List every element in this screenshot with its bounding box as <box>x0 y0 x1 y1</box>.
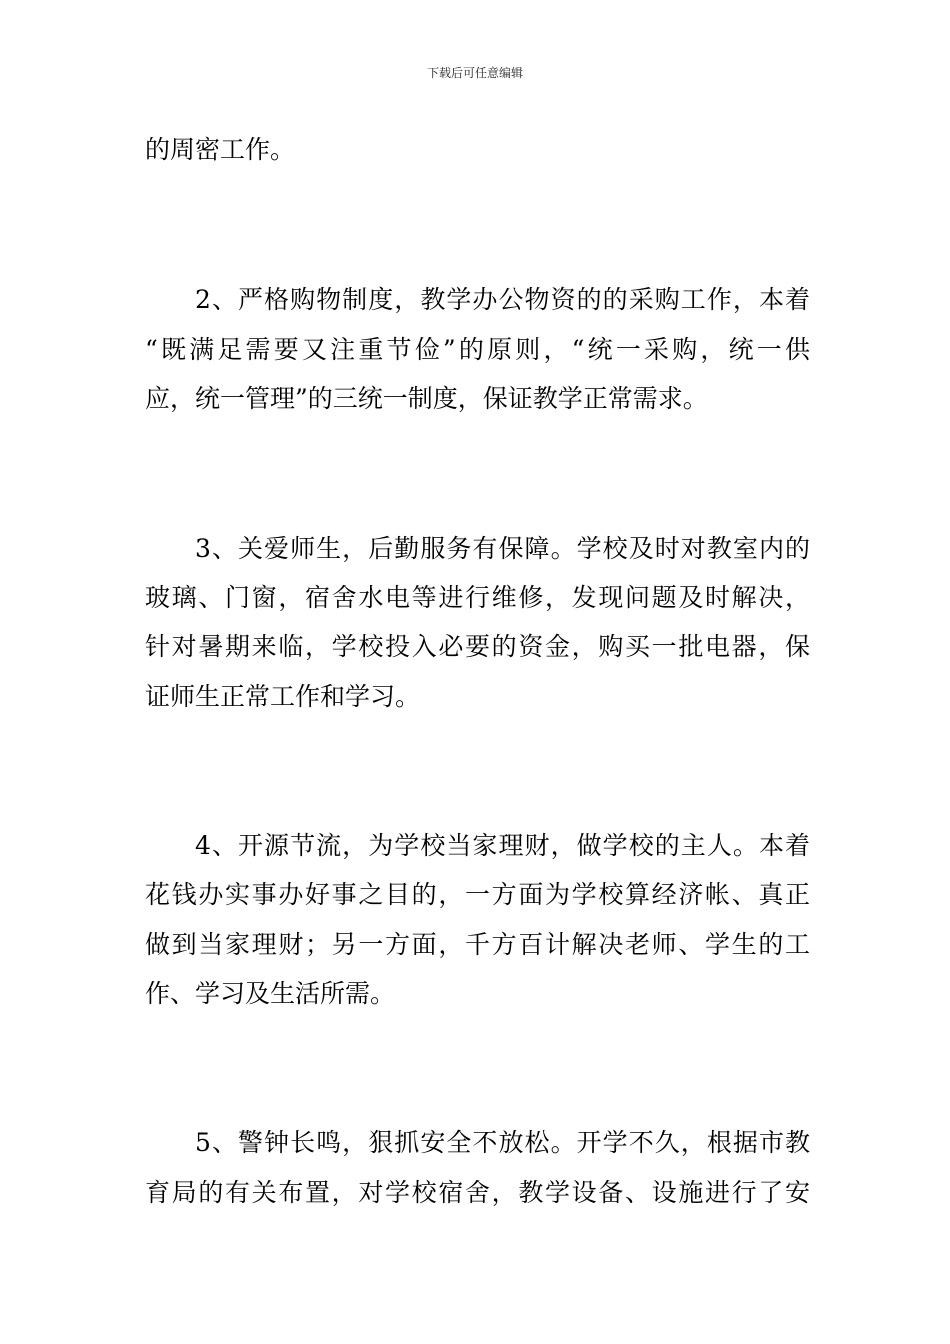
paragraph-3-line-4: 证师生正常工作和学习。 <box>145 682 421 711</box>
page-header: 下载后可任意编辑 <box>426 66 523 80</box>
paragraph-2-line-2: “既满足需要又注重节俭”的原则，“统一采购，统一供 <box>145 335 810 364</box>
paragraph-1-line-1: 的周密工作。 <box>145 135 296 164</box>
paragraph-4-line-4: 作、学习及生活所需。 <box>145 979 396 1008</box>
paragraph-3-line-3: 针对暑期来临，学校投入必要的资金，购买一批电器，保 <box>145 632 810 661</box>
paragraph-3-line-1: 3、关爱师生，后勤服务有保障。学校及时对教室内的 <box>195 534 810 563</box>
paragraph-2-line-3: 应，统一管理”的三统一制度，保证教学正常需求。 <box>145 384 708 413</box>
paragraph-4-line-2: 花钱办实事办好事之目的，一方面为学校算经济帐、真正 <box>145 880 810 909</box>
paragraph-4-line-3: 做到当家理财；另一方面，千方百计解决老师、学生的工 <box>145 930 810 959</box>
paragraph-5-line-2: 育局的有关布置，对学校宿舍，教学设备、设施进行了安 <box>145 1178 810 1207</box>
paragraph-5-line-1: 5、警钟长鸣，狠抓安全不放松。开学不久，根据市教 <box>195 1128 810 1157</box>
paragraph-3-line-2: 玻璃、门窗，宿舍水电等进行维修，发现问题及时解决， <box>145 583 810 612</box>
paragraph-2-line-1: 2、严格购物制度，教学办公物资的的采购工作，本着 <box>195 285 810 314</box>
paragraph-4-line-1: 4、开源节流，为学校当家理财，做学校的主人。本着 <box>195 831 810 860</box>
